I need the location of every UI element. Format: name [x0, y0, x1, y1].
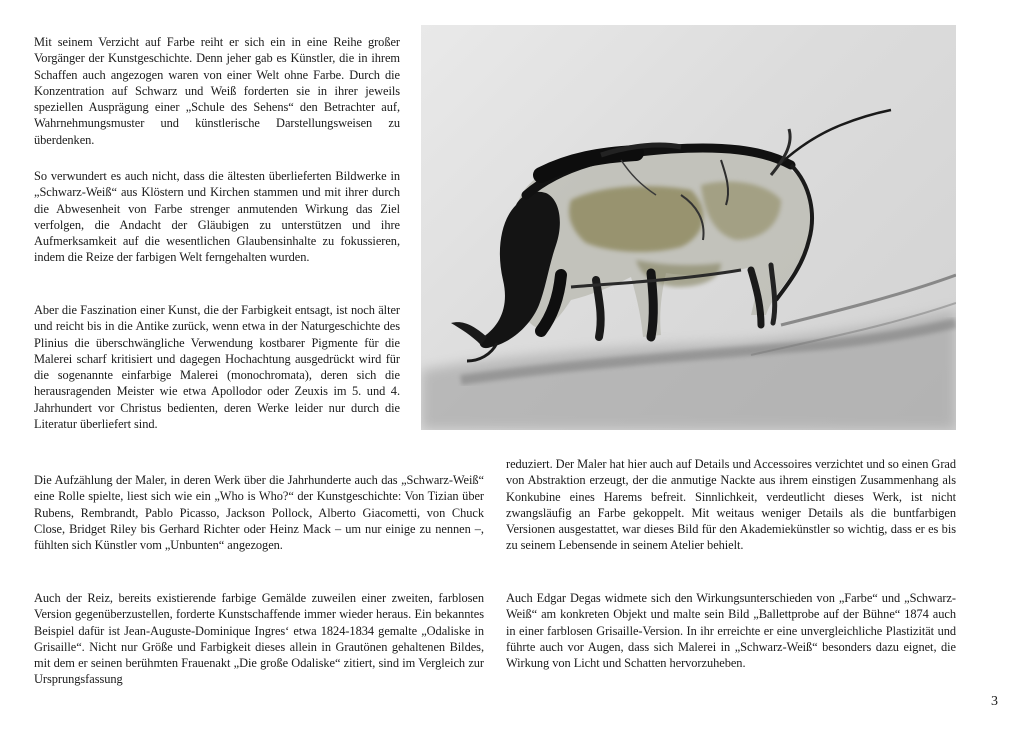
paragraph-intro: Mit seinem Verzicht auf Farbe reiht er sich ein in eine Reihe großer Vorgänger der Kunstgeschichte. Denn jeher gab es Künstler, die in ihrem Schaffen auch angezogen waren von einer Welt ohne Farbe. Durch die Konzentration auf Schwarz und Weiß forderten sie in ihrer jeweils speziellen Ausprägung einer „Schule des Sehens“ den Betrachter auf, Wahrnehmungsmuster und künstlerische Darstellungsweisen zu überdenken.	[34, 35, 400, 147]
paragraph-ingres: Auch der Reiz, bereits existierende farbige Gemälde zuweilen einer zweiten, farblosen Version gegenüberzustellen, forderte Kunstschaffende immer wieder heraus. Ein bekanntes Beispiel dafür ist Jean-Auguste-Dominique Ingres‘ etwa 1824-1834 gemalte „Odaliske in Grisaille“. Nicht nur Größe und Farbigkeit dieses allein in Grautönen gehaltenen Bildes, mit dem er seinen berühmten Frauenakt „Die große Odaliske“ zitiert, sind im Vergleich zur Ursprungsfassung	[34, 591, 484, 687]
paragraph-antiquity: Aber die Faszination einer Kunst, die der Farbigkeit entsagt, ist noch älter und reicht bis in die Antike zurück, wenn etwa in der Naturgeschichte des Plinius die überschwängliche Verwendung kostbarer Pigmente für die Malerei scharf kritisiert und dagegen Hochachtung ausgedrückt wird für die sogenannte einfarbige Malerei (monochromata), deren sich die herausragenden Meister wie etwa Apollodor oder Zeuxis im 5. und 4. Jahrhundert vor Christus bedienten, deren Werke leider nur durch die Literatur überliefert sind.	[34, 303, 400, 432]
paragraph-degas: Auch Edgar Degas widmete sich den Wirkungsunterschieden von „Farbe“ und „Schwarz-Weiß“ am konkreten Objekt und malte sein Bild „Ballettprobe auf der Bühne“ 1874 auch in einer farblosen Grisaille-Version. In ihr erreichte er eine unvergleichliche Plastizität und führte auch vor Augen, dass sich Malerei in „Schwarz-Weiß“ besonders dazu eignet, die Wirkung von Licht und Schatten hervorzuheben.	[506, 591, 956, 671]
bull-illustration	[421, 25, 956, 430]
page-number: 3	[991, 694, 998, 709]
paragraph-painters: Die Aufzählung der Maler, in deren Werk über die Jahrhunderte auch das „Schwarz-Weiß“ eine Rolle spielte, liest sich wie ein „Who is Who?“ der Kunstgeschichte: Von Tizian über Rubens, Rembrandt, Pablo Picasso, Jackson Pollock, Alberto Giacometti, von Chuck Close, Bridget Riley bis Gerhard Richter oder Heinz Mack – um nur einige zu nennen –, fühlten sich Künstler vom „Unbunten“ angezogen.	[34, 473, 484, 553]
paragraph-ingres-continued: reduziert. Der Maler hat hier auch auf Details und Accessoires verzichtet und so einen Grad von Abstraktion erzeugt, der die anmutige Nackte aus ihrem einstigen Zusammenhang als Konkubine eines Harems befreit. Sinnlichkeit, verdeutlicht dieses Werk, ist nicht zwangsläufig an Farbe gekoppelt. Mit weitaus weniger Details als die buntfarbigen Versionen ausgestattet, war dieses Bild für den Akademiekünstler so wichtig, dass er es bis zu seinem Lebensende in seinem Atelier behielt.	[506, 457, 956, 553]
paragraph-monasteries: So verwundert es auch nicht, dass die ältesten überlieferten Bildwerke in „Schwarz-Weiß“ aus Klöstern und Kirchen stammen und mit ihrer durch die Abwesenheit von Farbe strenger anmutenden Wirkung das Ziel verfolgen, die Andacht der Gläubigen zu unterstützen und ihre Aufmerksamkeit auf die wesentlichen Glaubensinhalte zu fokussieren, indem die Reize der farbigen Welt ferngehalten wurden.	[34, 169, 400, 265]
bull-ink-drawing	[421, 25, 956, 430]
